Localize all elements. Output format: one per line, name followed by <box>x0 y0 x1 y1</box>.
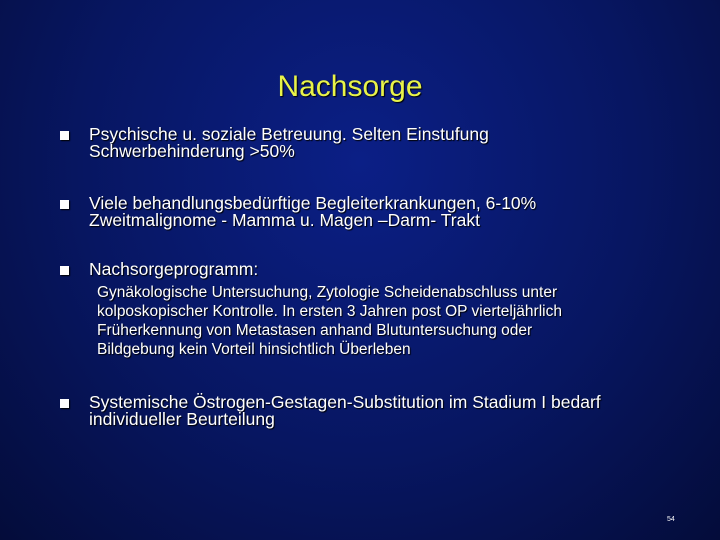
bullet-marker <box>60 131 69 140</box>
bullet-item <box>89 394 689 428</box>
bullet-item <box>89 126 689 160</box>
bullet-item <box>89 195 689 229</box>
slide-title: Nachsorge <box>277 70 423 103</box>
sub-text-line: kolposkopischer Kontrolle. In ersten 3 Jahren post OP vierteljährlich <box>97 303 562 320</box>
bullet-text-line: Viele behandlungsbedürftige Begleiterkrankungen, 6-10% <box>89 193 537 213</box>
bullet-text-line: individueller Beurteilung <box>89 409 275 429</box>
page-number: 54 <box>667 516 675 523</box>
bullet-text-line: Schwerbehinderung >50% <box>89 141 295 161</box>
bullet-marker <box>60 266 69 275</box>
bullet-text-line: Nachsorgeprogramm: <box>89 259 259 279</box>
sub-text-line: Früherkennung von Metastasen anhand Blutuntersuchung oder <box>97 322 533 339</box>
bullet-text-line: Psychische u. soziale Betreuung. Selten Einstufung <box>89 124 489 144</box>
bullet-text-line: Zweitmalignome - Mamma u. Magen –Darm- Trakt <box>89 210 480 230</box>
sub-text-line: Bildgebung kein Vorteil hinsichtlich Überleben <box>97 341 411 358</box>
bullet-item <box>89 261 689 278</box>
bullet-marker <box>60 200 69 209</box>
sub-paragraph <box>97 283 677 359</box>
bullet-text-line: Systemische Östrogen-Gestagen-Substitution im Stadium I bedarf <box>89 392 601 412</box>
bullet-marker <box>60 399 69 408</box>
sub-text-line: Gynäkologische Untersuchung, Zytologie Scheidenabschluss unter <box>97 284 558 301</box>
